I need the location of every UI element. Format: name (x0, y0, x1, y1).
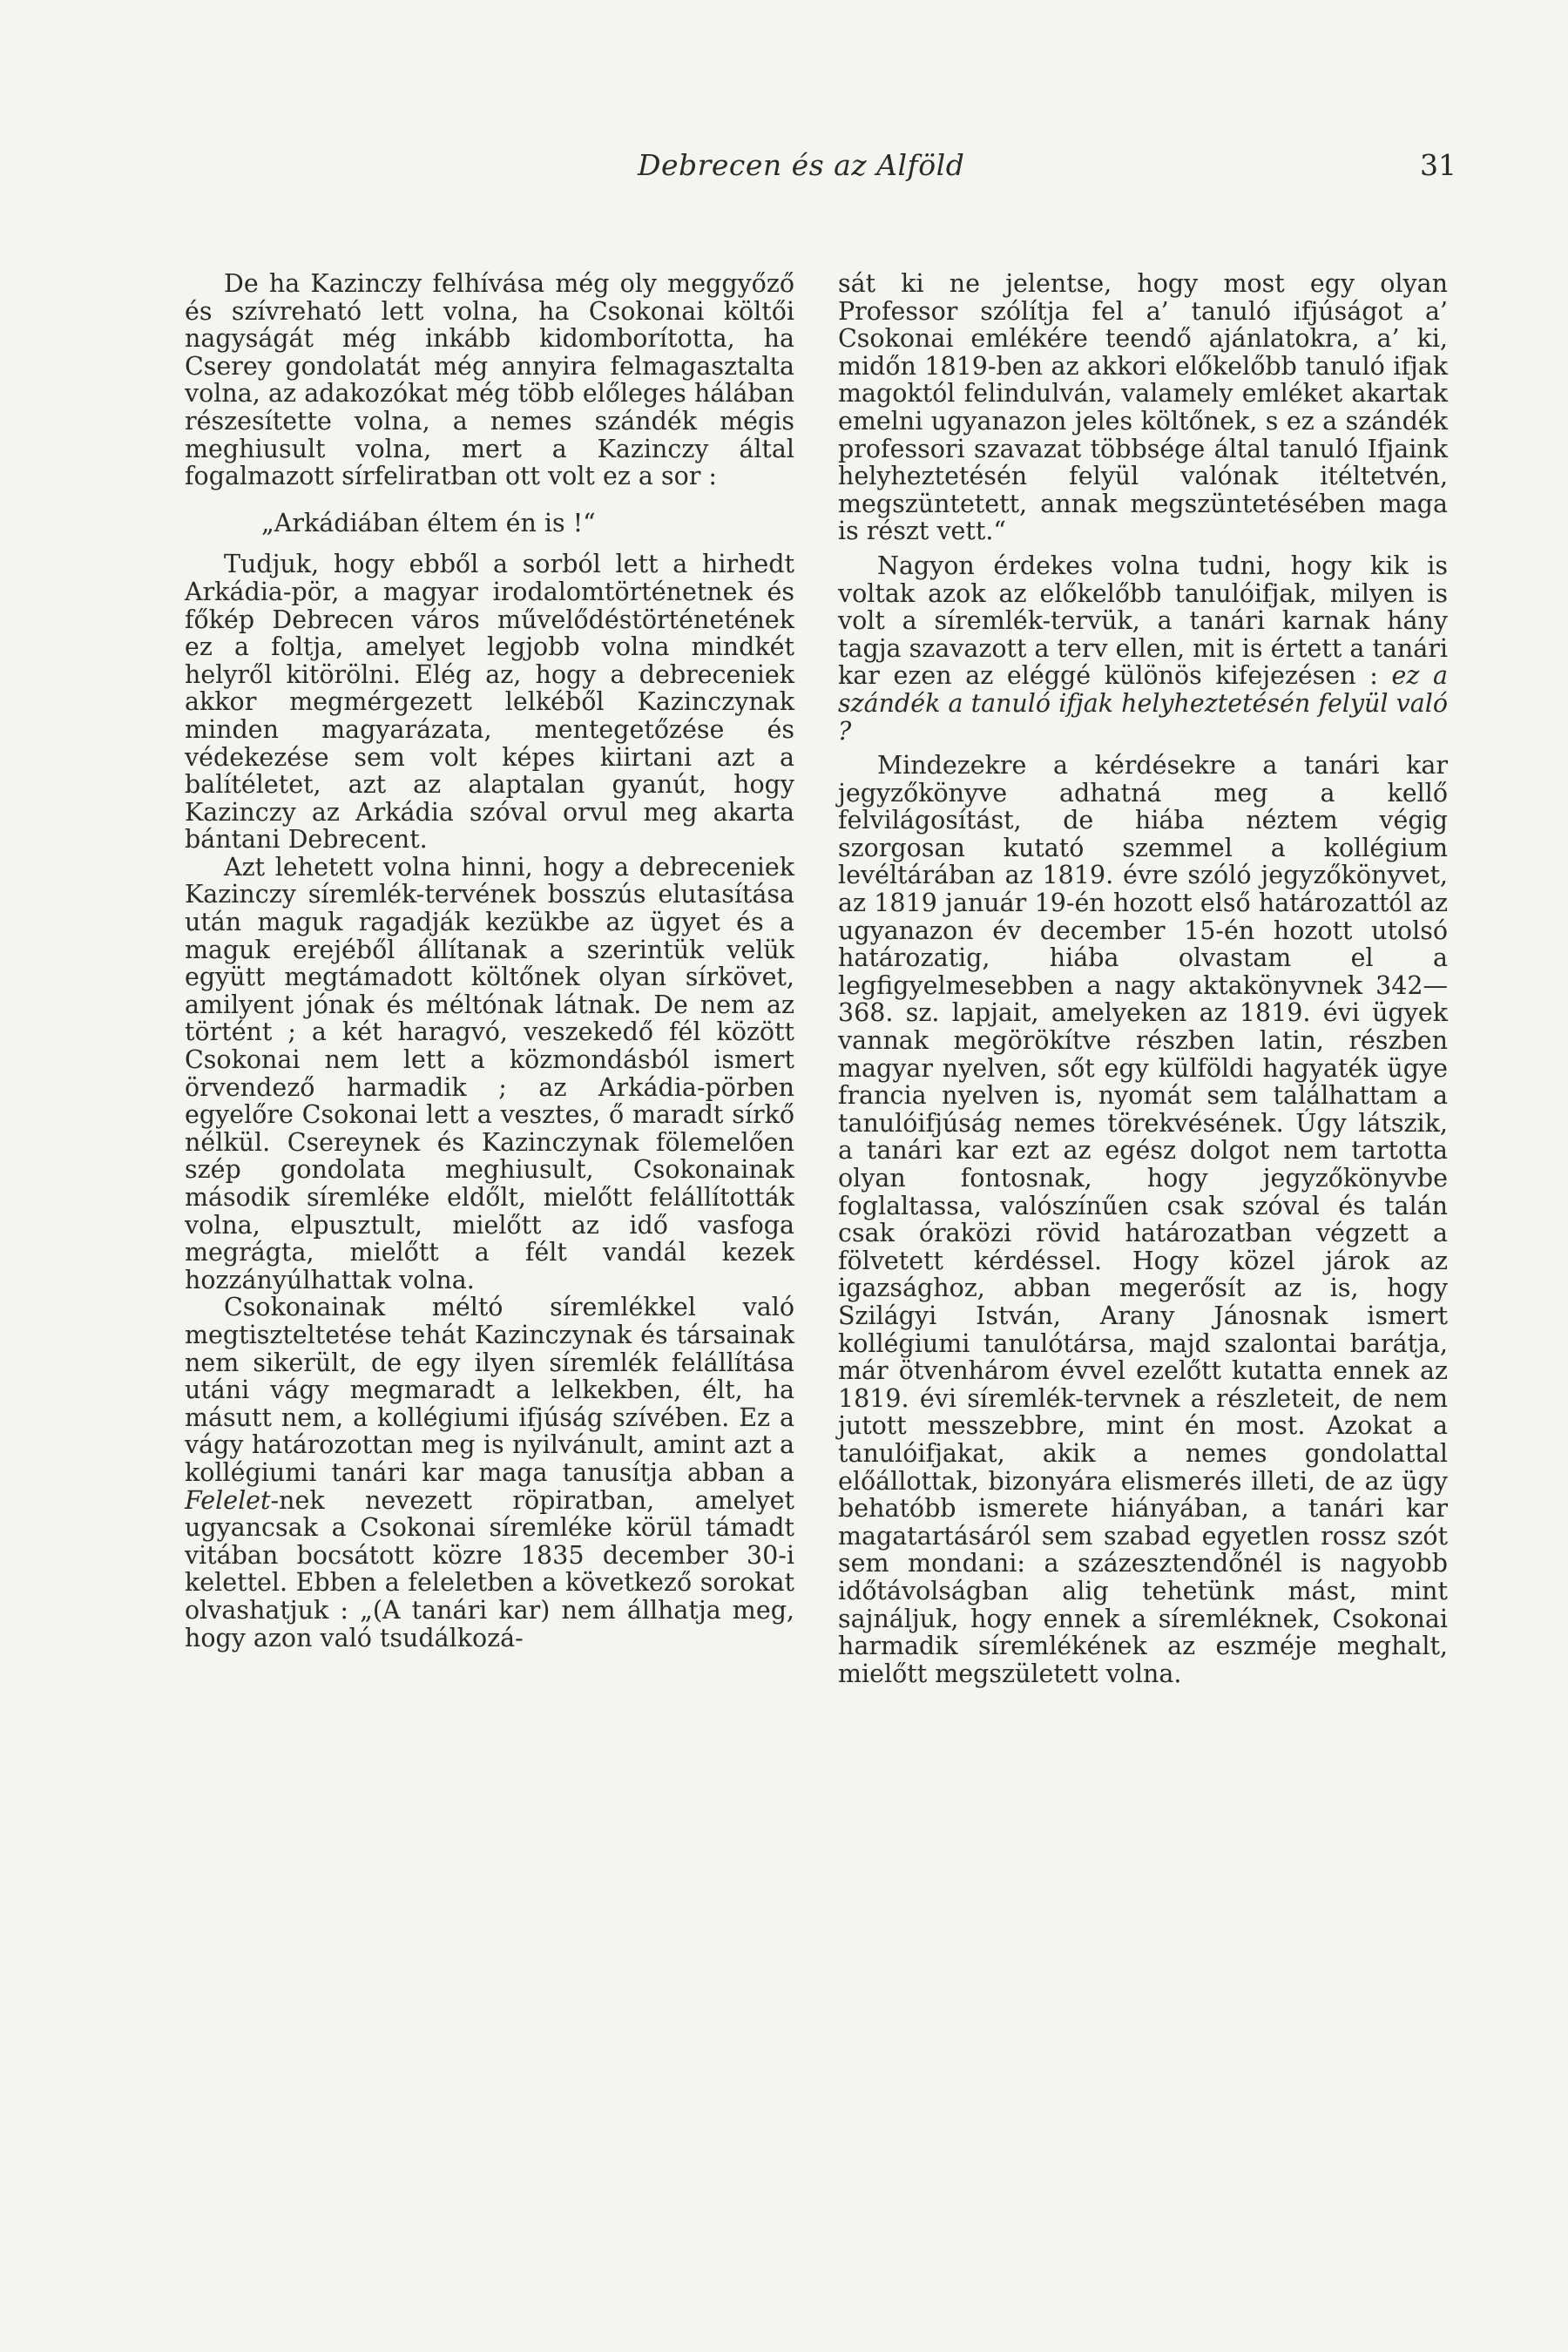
paragraph-college-youth (185, 1294, 794, 1652)
paragraph-arkadia-dispute: Tudjuk, hogy ebből a sorból lett a hirhedt Arkádia-pör, a magyar irodalomtörténetnek és főkép Debrecen város művelődéstörténetének ez a foltja, amelyet legjobb volna mindkét helyről kitörölni. Elég az, hogy a debreceniek akkor megmérgezett lelkéből Kazinczynak minden magyarázata, mentegetőzése és védekezése sem volt képes kiirtani azt a balítéletet, azt az alaptalan gyanút, hogy Kazinczy az Arkádia szóval orvul meg akarta bántani Debrecent. (185, 550, 794, 855)
paragraph-archive-search: Mindezekre a kérdésekre a tanári kar jegyzőkönyve adhatná meg a kellő felvilágosítást, de hiába néztem végig szorgosan kutató szemmel a kollégium levéltárában az 1819. évre szóló jegyzőkönyvet, az 1819 január 19-én hozott első határozattól az ugyanazon év december 15-én hozott utolsó határozatig, hiába olvastam el a legfigyelmesebben a nagy aktakönyvnek 342—368. sz. lapjait, amelyeken az 1819. évi ügyek vannak megörökítve részben latin, részben magyar nyelven, sőt egy külföldi hagyaték ügye francia nyelven is, nyomát sem találhattam a tanulóifjúság nemes törekvésének. Úgy látszik, a tanári kar ezt az egész dolgot nem tartotta olyan fontosnak, hogy jegyzőkönyvbe foglaltassa, valószínűen csak szóval és talán csak óraközi rövid határozatban végzett a fölvetett kérdéssel. Hogy közel járok az igazsághoz, abban megerősít az is, hogy Szilágyi István, Arany Jánosnak ismert kollégiumi tanulótársa, majd szalontai barátja, már ötvenhárom évvel ezelőtt kutatta ennek az 1819. évi síremlék-tervnek a részleteit, de nem jutott messzebbre, mint én most. Azokat a tanulóifjakat, akik a nemes gondolattal előállottak, bizonyára elismerés illeti, de az ügy behatóbb ismerete hiányában, a tanári kar magatartásáról sem szabad egyetlen rossz szót sem mondani: a százesztendőnél is nagyobb időtávolságban alig tehetünk mást, mint sajnáljuk, hogy ennek a síremléknek, Csokonai harmadik síremlékének az eszméje meghalt, mielőtt megszületett volna. (838, 751, 1448, 1688)
felelet-italic: Felelet (185, 1485, 271, 1515)
epitaph-quote: „Arkádiában éltem én is !“ (261, 508, 596, 537)
right-column (838, 270, 1448, 1687)
paragraph-debreceni-response: Azt lehetett volna hinni, hogy a debreceniek Kazinczy síremlék-tervének bosszús elutasítása után maguk ragadják kezükbe az ügyet és a maguk erejéből állítanak a szerintük velük együtt megtámadott költőnek olyan sírkövet, amilyent jónak és méltónak látnak. De nem az történt ; a két haragvó, veszekedő fél között Csokonai nem lett a közmondásból ismert örvendező harmadik ; az Arkádia-pörben egyelőre Csokonai lett a vesztes, ő maradt sírkő nélkül. Csereynek és Kazinczynak fölemelően szép gondolata meghiusult, Csokonainak második síremléke eldőlt, mielőtt felállították volna, elpusztult, mielőtt az idő vasfoga megrágta, mielőtt a félt vandál kezek hozzányúlhattak volna. (185, 852, 794, 1294)
paragraph-questions (838, 552, 1448, 745)
paragraph-text-start: Csokonainak méltó síremlékkel való megtiszteltetése tehát Kazinczynak és társainak nem sikerült, de egy ilyen síremlék felállítása utáni vágy megmaradt a lelkekben, élt, ha másutt nem, a kollégiumi ifjúság szívében. Ez a vágy határozottan meg is nyilvánult, amint azt a kollégiumi tanári kar maga tanusítja abban a (185, 1293, 794, 1487)
page-number: 31 (1420, 148, 1456, 182)
paragraph-text-end: -nek nevezett röpiratban, amelyet ugyancsak a Csokonai síremléke körül támadt vitában bocsátott közre 1835 december 30-i kelettel. Ebben a feleletben a következő sorokat olvashatjuk : „(A tanári kar) nem állhatja meg, hogy azon való tsudálkozá- (185, 1485, 794, 1652)
paragraph-kazinczy-appeal: De ha Kazinczy felhívása még oly meggyőző és szívreható lett volna, ha Csokonai költői nagyságát még inkább kidomborította, ha Cserey gondolatát még annyira felmagasztalta volna, az adakozókat még több előleges hálában részesítette volna, a nemes szándék mégis meghiusult volna, mert a Kazinczy által fogalmazott sírfeliratban ott volt ez a sor : (185, 269, 794, 491)
running-head: Debrecen és az Alföld (638, 148, 965, 182)
italic-expression: ez a szándék a tanuló ifjak helyheztetésén felyül való ? (838, 661, 1449, 746)
left-column (185, 270, 794, 1652)
paragraph-text-start: Nagyon érdekes volna tudni, hogy kik is voltak azok az előkelőbb tanulóifjak, milyen is volt a síremlék-tervük, a tanári karnak hány tagja szavazott a terv ellen, mit is értett a tanári kar ezen az eléggé különös kifejezésen : (838, 551, 1448, 691)
paragraph-quote-continuation: sát ki ne jelentse, hogy most egy olyan Professor szólítja fel a’ tanuló ifjúságot a’ Csokonai emlékére teendő ajánlatokra, a’ ki, midőn 1819-ben az akkori előkelőbb tanuló ifjak magoktól felindulván, valamely emléket akartak emelni ugyanazon jeles költőnek, s ez a szándék professori szavazat többsége által tanuló Ifjaink helyheztetésén felyül valónak itéltetvén, megszüntetett, annak megszüntetésében maga is részt vett.“ (838, 269, 1448, 546)
